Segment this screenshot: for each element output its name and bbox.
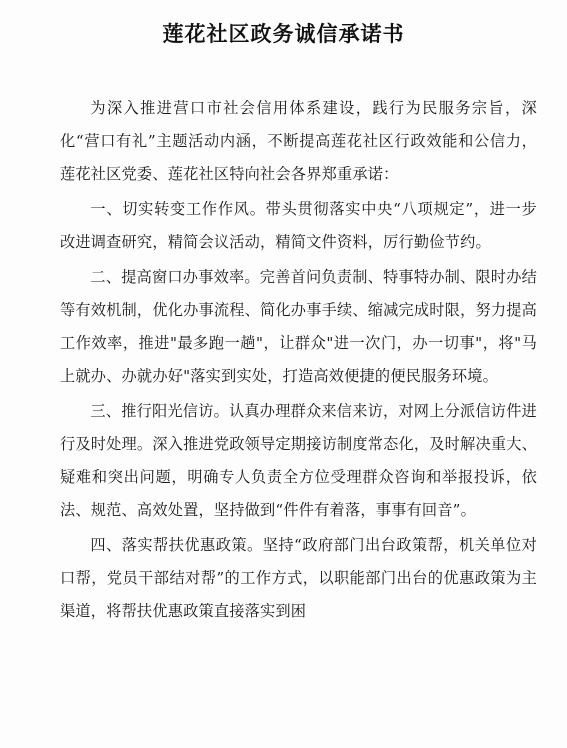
document-title: 莲花社区政务诚信承诺书 bbox=[162, 22, 405, 46]
section-4-heading: 四、落实帮扶优惠政策。 bbox=[90, 536, 263, 554]
section-2-body: 完善首问负责制、特事特办制、限时办结等有效机制，优化办事流程、简化办事手续、缩减完成时限，努力提高工作效率，推进"最多跑一趟"，让群众"进一次门，办一切事"，将"马上就办、办就办好"落实到实处，打造高效便捷的便民服务环境。 bbox=[60, 268, 538, 385]
section-3-body: 认真办理群众来信来访，对网上分派信访件进行及时处理。深入推进党政领导定期接访制度常态化，及时解决重大、疑难和突出问题，明确专人负责全方位受理群众咨询和举报投诉，依法、规范、高效处置，坚持做到“件件有着落，事事有回音”。 bbox=[60, 402, 538, 519]
section-2 bbox=[60, 261, 537, 393]
intro-paragraph: 为深入推进营口市社会信用体系建设，践行为民服务宗旨，深化“营口有礼”主题活动内涵，不断提高莲花社区行政效能和公信力，莲花社区党委、莲花社区特向社会各界郑重承诺： bbox=[60, 99, 537, 183]
section-3 bbox=[60, 395, 537, 527]
section-1 bbox=[60, 193, 537, 259]
section-4 bbox=[60, 529, 537, 628]
section-4-body: 坚持“政府部门出台政策帮，机关单位对口帮，党员干部结对帮”的工作方式，以职能部门出台的优惠政策为主渠道，将帮扶优惠政策直接落实到困 bbox=[60, 536, 537, 620]
section-1-heading: 一、切实转变工作作风。 bbox=[90, 200, 266, 218]
section-3-heading: 三、推行阳光信访。 bbox=[90, 402, 229, 420]
section-2-heading: 二、提高窗口办事效率。 bbox=[90, 268, 260, 286]
section-1-body: 带头贯彻落实中央“八项规定”，进一步改进调查研究，精简会议活动，精简文件资料，厉行勤俭节约。 bbox=[60, 200, 537, 251]
